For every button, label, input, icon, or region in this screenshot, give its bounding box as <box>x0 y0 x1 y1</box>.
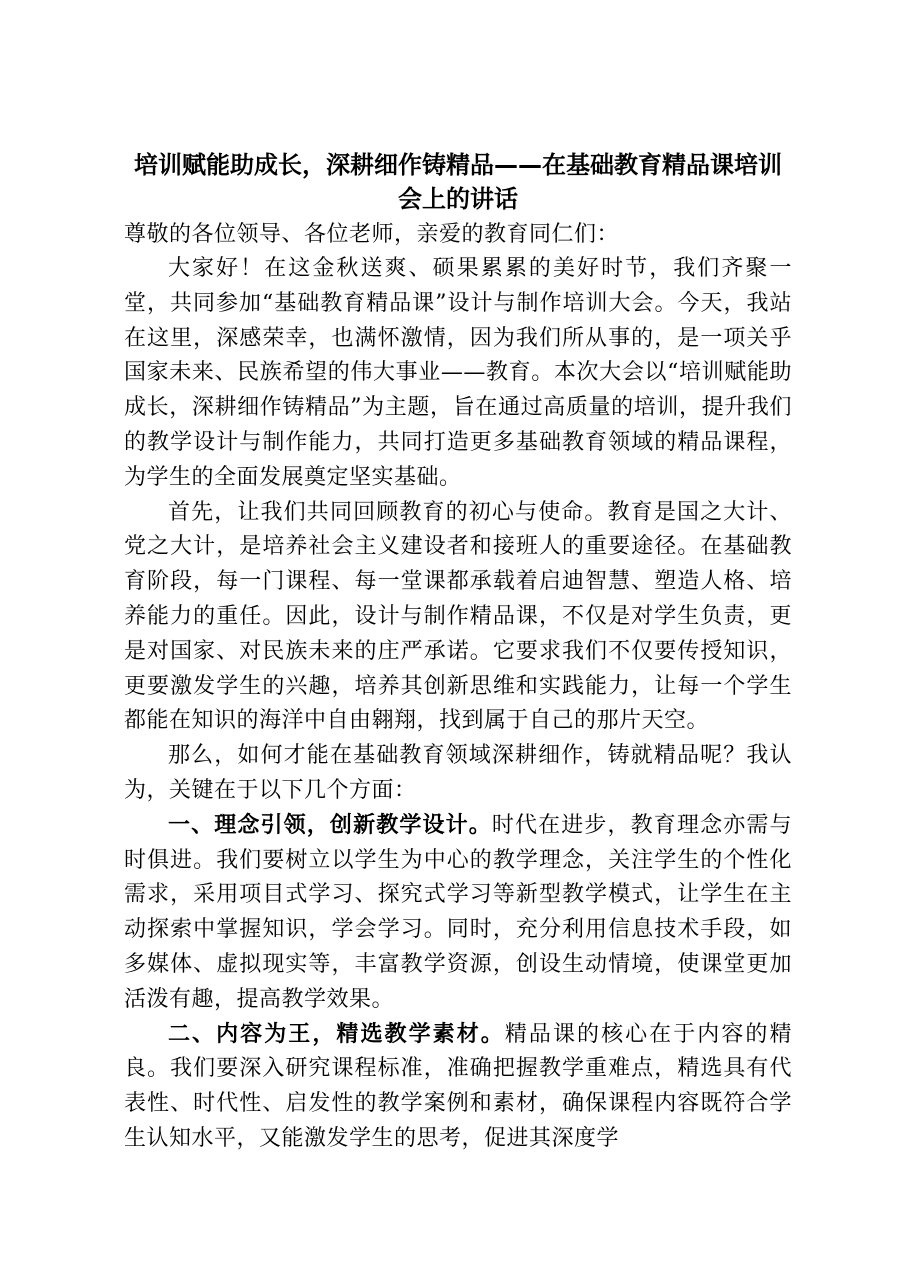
document-page <box>124 148 792 1157</box>
document-title: 培训赋能助成长，深耕细作铸精品——在基础教育精品课培训会上的讲话 <box>134 151 782 213</box>
paragraph-lead: 二、内容为王，精选教学素材。 <box>168 1021 505 1047</box>
paragraph-point-two <box>124 1018 792 1157</box>
paragraph-text: 那么，如何才能在基础教育领域深耕细作，铸就精品呢？我认为，关键在于以下几个方面： <box>124 743 792 803</box>
salutation: 尊敬的各位领导、各位老师，亲爱的教育同仁们： <box>124 222 620 247</box>
paragraph-mission <box>124 496 792 740</box>
paragraph-text: 精品课的核心在于内容的精良。我们要深入研究课程标准，准确把握教学重难点，精选具有代表性、时代性、启发性的教学案例和素材，确保课程内容既符合学生认知水平，又能激发学生的思考，促进其深度学 <box>124 1021 792 1151</box>
paragraph-greeting <box>124 252 792 496</box>
paragraph-lead: 一、理念引领，创新教学设计。 <box>168 812 492 838</box>
paragraph-text: 大家好！在这金秋送爽、硕果累累的美好时节，我们齐聚一堂，共同参加“基础教育精品课”设计与制作培训大会。今天，我站在这里，深感荣幸，也满怀激情，因为我们所从事的，是一项关乎国家未来、民族希望的伟大事业——教育。本次大会以“培训赋能助成长，深耕细作铸精品”为主题，旨在通过高质量的培训，提升我们的教学设计与制作能力，共同打造更多基础教育领域的精品课程，为学生的全面发展奠定坚实基础。 <box>124 256 792 490</box>
paragraph-question <box>124 739 792 809</box>
paragraph-text: 首先，让我们共同回顾教育的初心与使命。教育是国之大计、党之大计，是培养社会主义建设者和接班人的重要途径。在基础教育阶段，每一门课程、每一堂课都承载着启迪智慧、塑造人格、培养能力的重任。因此，设计与制作精品课，不仅是对学生负责，更是对国家、对民族未来的庄严承诺。它要求我们不仅要传授知识，更要激发学生的兴趣，培养其创新思维和实践能力，让每一个学生都能在知识的海洋中自由翱翔，找到属于自己的那片天空。 <box>124 499 792 734</box>
paragraph-text: 时代在进步，教育理念亦需与时俱进。我们要树立以学生为中心的教学理念，关注学生的个性化需求，采用项目式学习、探究式学习等新型教学模式，让学生在主动探索中掌握知识，学会学习。同时，充分利用信息技术手段，如多媒体、虚拟现实等，丰富教学资源，创设生动情境，使课堂更加活泼有趣，提高教学效果。 <box>124 812 792 1012</box>
paragraph-point-one <box>124 809 792 1018</box>
